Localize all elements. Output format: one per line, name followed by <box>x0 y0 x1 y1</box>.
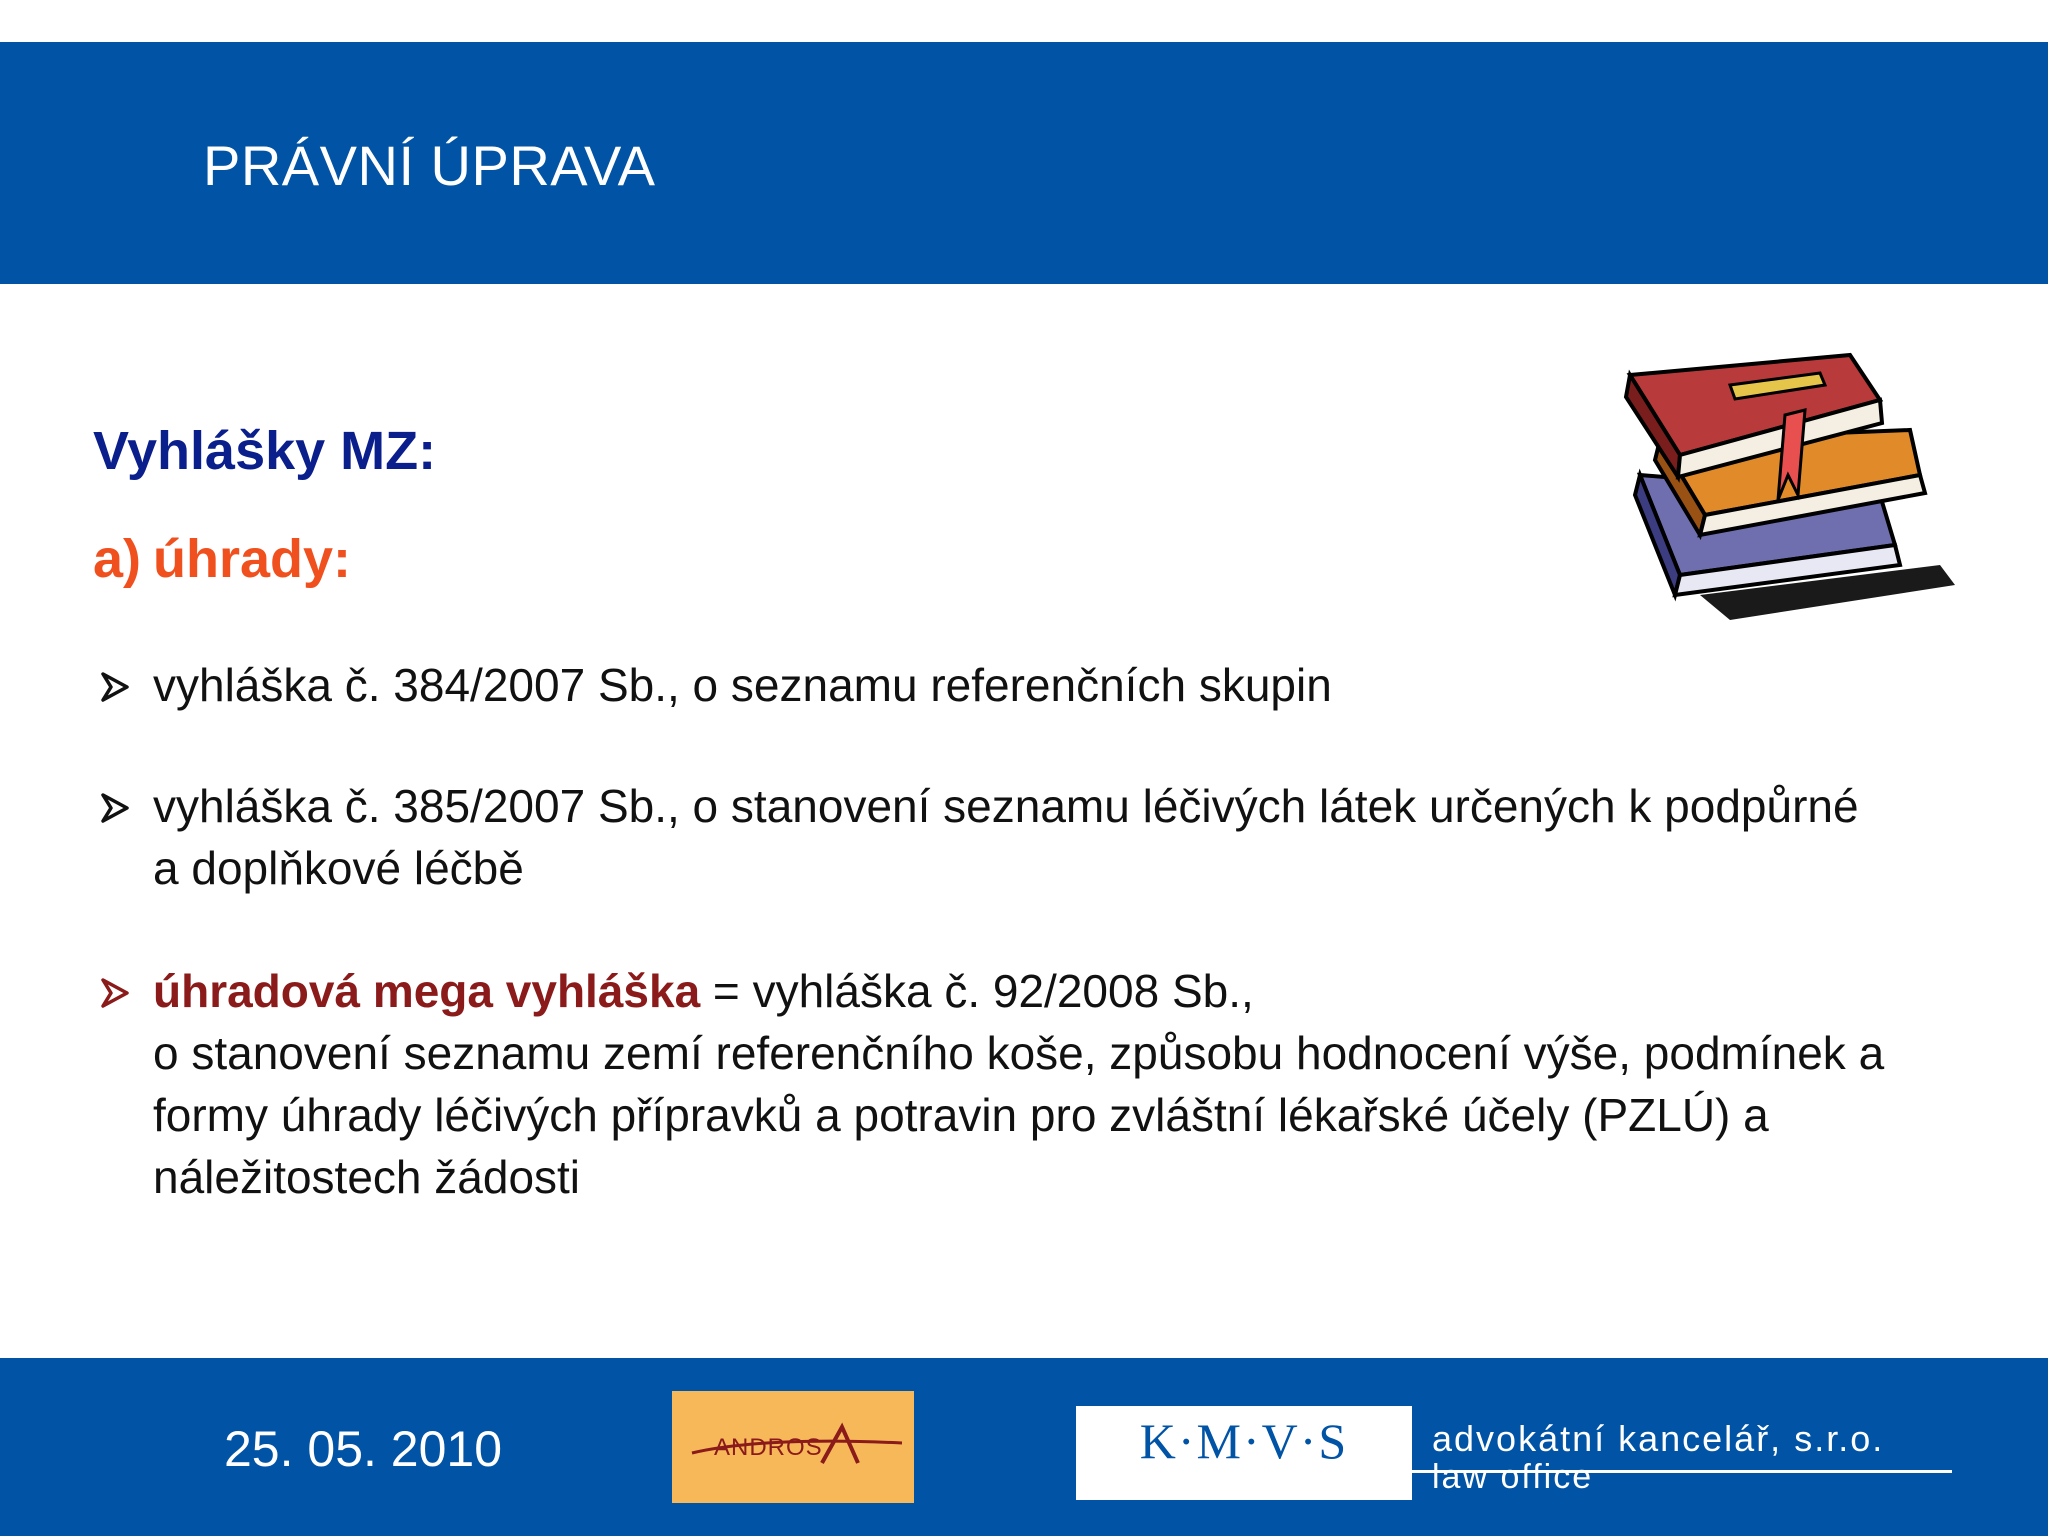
andros-logo-text: ANDROS <box>714 1434 823 1461</box>
list-item <box>97 960 1957 1208</box>
list-item-continuation: o stanovení seznamu zemí referenčního koše, způsobu hodnocení výše, podmínek a formy úhrady léčivých přípravků a potravin pro zvláštní lékařské účely (PZLÚ) a náležitostech žádosti <box>153 1027 1885 1203</box>
list-item-text: vyhláška č. 384/2007 Sb., o seznamu referenčních skupin <box>153 659 1332 711</box>
list-item <box>97 654 1957 716</box>
list-item <box>97 775 1957 899</box>
footer-date: 25. 05. 2010 <box>224 1421 503 1477</box>
list-item-text: vyhláška č. 385/2007 Sb., o stanovení seznamu léčivých látek určených k podpůrné a doplňkové léčbě <box>153 780 1859 894</box>
section-heading: Vyhlášky MZ: <box>93 421 437 481</box>
list-item-main: = vyhláška č. 92/2008 Sb., <box>700 965 1254 1017</box>
slide-title: PRÁVNÍ ÚPRAVA <box>203 134 656 197</box>
stack-of-books-icon <box>1620 345 1960 625</box>
arrowhead-bullet-icon <box>97 775 137 837</box>
arrowhead-bullet-icon <box>97 654 137 716</box>
arrowhead-bullet-icon <box>97 960 137 1022</box>
list-item-text <box>153 960 1953 1208</box>
sub-heading <box>93 528 351 590</box>
sub-heading-label: úhrady: <box>153 529 352 589</box>
sub-heading-marker: a) <box>93 529 142 589</box>
list-item-emphasis: úhradová mega vyhláška <box>153 965 701 1017</box>
kmvs-logo-text: K·M·V·S <box>1139 1413 1349 1469</box>
andros-logo-mark <box>672 1391 914 1503</box>
firm-name: advokátní kancelář, s.r.o. <box>1432 1418 1885 1459</box>
andros-logo <box>672 1391 914 1503</box>
kmvs-logo <box>1076 1406 1412 1500</box>
firm-subtitle: law office <box>1432 1458 1594 1496</box>
